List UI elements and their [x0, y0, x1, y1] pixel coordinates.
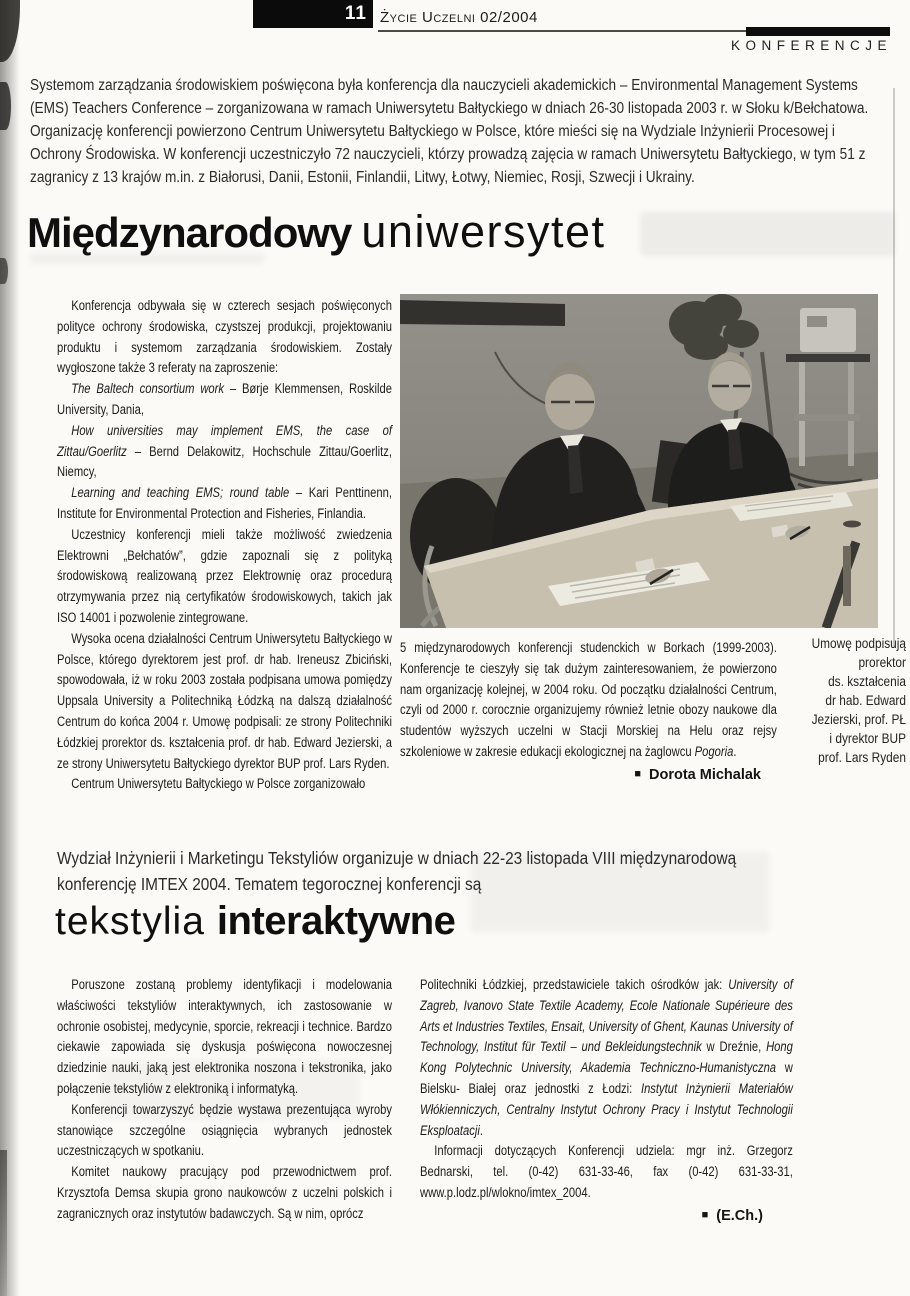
article-paragraph: Learning and teaching EMS; round table – Kari Penttinenn, Institute for Environmental Protection and Fisheries, Finlandia. [57, 485, 392, 522]
page-number: 11 [344, 3, 367, 24]
scan-mark [0, 82, 11, 130]
caption-line: Umowę podpisują [811, 636, 906, 651]
article1-column2-text [400, 638, 777, 763]
article2-column2-text [420, 975, 793, 1204]
byline-bullet-icon: ■ [634, 768, 641, 781]
conference-photo [400, 294, 878, 628]
caption-line: prof. Lars Ryden [818, 750, 906, 765]
article1-column1-text [57, 296, 392, 795]
article-paragraph: Konferencji towarzyszyć będzie wystawa prezentująca wyroby stanowiące szczególne osiągnięcia wybranych jednostek uczestniczących w spotkaniu. [57, 1101, 392, 1160]
byline-bullet-icon: ■ [701, 1209, 709, 1222]
article2-column1 [57, 975, 392, 1225]
article-paragraph: Wysoka ocena działalności Centrum Uniwersytetu Bałtyckiego w Polsce, którego dyrektorem jest prof. dr hab. Ireneusz Zbiciński, spowodowała, iż w roku 2003 została podpisana umowa pomiędzy Uppsala University a Politechniką Łódzką na dalszą działalność Centrum do końca 2004 r. Umowę podpisali: ze strony Politechniki Łódzkiej prorektor ds. kształcenia prof. dr hab. Edward Jezierski, a ze strony Uniwersytetu Bałtyckiego dyrektor BUP prof. Lars Ryden. [57, 630, 392, 772]
byline-name: (E.Ch.) [716, 1207, 763, 1224]
page-edge-line [893, 88, 895, 648]
article1-lede: Systemom zarządzania środowiskiem poświęcona była konferencja dla nauczycieli akademickich – Environmental Management Systems (EMS) Teachers Conference – zorganizowana w ramach Uniwersytetu Bałtyckiego w dniach 26-30 listopada 2003 r. w Słoku k/Bełchatowa. Organizację konferencji powierzono Centrum Uniwersytetu Bałtyckiego w Polsce, które mieści się na Wydziale Inżynierii Procesowej i Ochrony Środowiska. W konferencji uczestniczyło 72 nauczycieli, którzy prowadzą zajęcia w ramach Uniwersytetu Bałtyckiego, w tym 51 z zagranicy z 13 krajów m.in. z Białorusi, Danii, Estonii, Finlandii, Litwy, Łotwy, Niemiec, Rosji, Szwecji i Ukrainy. [30, 77, 869, 186]
page-number-bar [253, 0, 373, 28]
photo-caption [780, 634, 906, 767]
article-paragraph: The Baltech consortium work – Børje Klemmensen, Roskilde University, Dania, [57, 381, 392, 418]
article-paragraph: Poruszone zostaną problemy identyfikacji i modelowania właściwości tekstyliów interaktywnych, ich zastosowanie w ochronie osobistej, medycynie, sporcie, rekreacji i technice. Bardzo ciekawie zapowiada się dyskusja poświęcona nowoczesnej dziedzinie nauki, jaką jest elektronika noszona i tekstronika, jako połączenie tekstyliów z elektroniką i informatyką. [57, 977, 392, 1097]
caption-line: Jezierski, prof. PŁ [811, 712, 906, 727]
article1-title-light: uniwersytet [361, 206, 606, 257]
article2-title-bold: interaktywne [216, 899, 456, 943]
byline-name: Dorota Michalak [649, 766, 761, 783]
article-paragraph: Centrum Uniwersytetu Bałtyckiego w Polsce zorganizowało [71, 776, 366, 793]
article-paragraph: How universities may implement EMS, the case of Zittau/Goerlitz – Bernd Delakowitz, Hochschule Zittau/Goerlitz, Niemcy, [57, 422, 392, 481]
spine-shadow [0, 0, 20, 1296]
article2-byline [420, 1208, 793, 1224]
article-paragraph: Komitet naukowy pracujący pod przewodnictwem prof. Krzysztofa Demsa skupia grono naukowców z uczelni polskich i zagranicznych oraz instytutów badawczych. Są w nim, oprócz [57, 1164, 392, 1222]
article2-title-light: tekstylia [55, 900, 205, 943]
caption-line: dr hab. Edward [825, 693, 906, 708]
article1-column2 [400, 638, 777, 783]
article-paragraph: Politechniki Łódzkiej, przedstawiciele takich ośrodków jak: University of Zagreb, Ivanovo State Textile Academy, Ecole Nationale Supérieure des Arts et Industries Textiles, Ensait, University of Ghent, Kaunas University of Technology, Institut für Textil – und Bekleidungstechnik w Dreźnie, Hong Kong Polytechnic University, Akademia Techniczno-Humanistyczna w Bielsku- Białej oraz jednostki z Łodzi: Instytut Inżynierii Materiałów Włókienniczych, Centralny Instytut Ochrony Pracy i Instytut Technologii Eksploatacji. [420, 977, 793, 1139]
ghost-smudge [640, 212, 895, 256]
caption-line: prorektor [858, 655, 906, 670]
section-bar [746, 27, 890, 36]
scan-mark [0, 1150, 7, 1296]
article-paragraph: Informacji dotyczących Konferencji udziela: mgr inż. Grzegorz Bednarski, tel. (0-42) 631-33-46, fax (0-42) 631-33-31, www.p.lodz.pl/wlokno/imtex_2004. [420, 1143, 793, 1201]
article1-column1 [57, 296, 392, 795]
article2-column2 [420, 975, 793, 1224]
article2-lede: Wydział Inżynierii i Marketingu Tekstyliów organizuje w dniach 22-23 listopada VIII międzynarodową konferencję IMTEX 2004. Tematem tegorocznej konferencji są [57, 848, 737, 894]
article-paragraph: 5 międzynarodowych konferencji studenckich w Borkach (1999-2003). Konferencje te cieszyły się tak dużym zainteresowaniem, że powierzono nam organizację kolejnej, w 2004 roku. Od początku działalności Centrum, czyli od 2000 r. corocznie organizujemy również letnie obozy naukowe dla studentów wyższych uczelni w Stacji Morskiej na Helu oraz rejsy szkoleniowe w zakresie edukacji ekologicznej na żaglowcu Pogoria. [400, 640, 777, 760]
article2-column1-text [57, 975, 392, 1225]
article-paragraph: Uczestnicy konferencji mieli także możliwość zwiedzenia Elektrowni „Bełchatów”, gdzie zapoznali się z polityką środowiskową realizowaną przez Elektrownię oraz procedurą otrzymywania przez nią certyfikatów środowiskowych, takich jak ISO 14001 i pozwolenie zintegrowane. [57, 526, 392, 626]
scan-mark [0, 258, 8, 284]
article1-title-bold: Międzynarodowy [27, 209, 352, 256]
caption-line: i dyrektor BUP [829, 731, 906, 746]
photo-illustration [400, 294, 878, 628]
article1-byline [400, 767, 777, 783]
journal-title: Życie Uczelni 02/2004 [380, 9, 538, 26]
article-paragraph: Konferencja odbywała się w czterech sesjach poświęconych polityce ochrony środowiska, czystszej produkcji, projektowaniu produktu i systemom zarządzania środowiskiem. Zostały wygłoszone także 3 referaty na zaproszenie: [57, 298, 392, 377]
caption-line: ds. kształcenia [828, 674, 906, 689]
article1-title [27, 206, 605, 258]
article2-title [55, 899, 455, 944]
section-label: KONFERENCJE [730, 38, 892, 53]
